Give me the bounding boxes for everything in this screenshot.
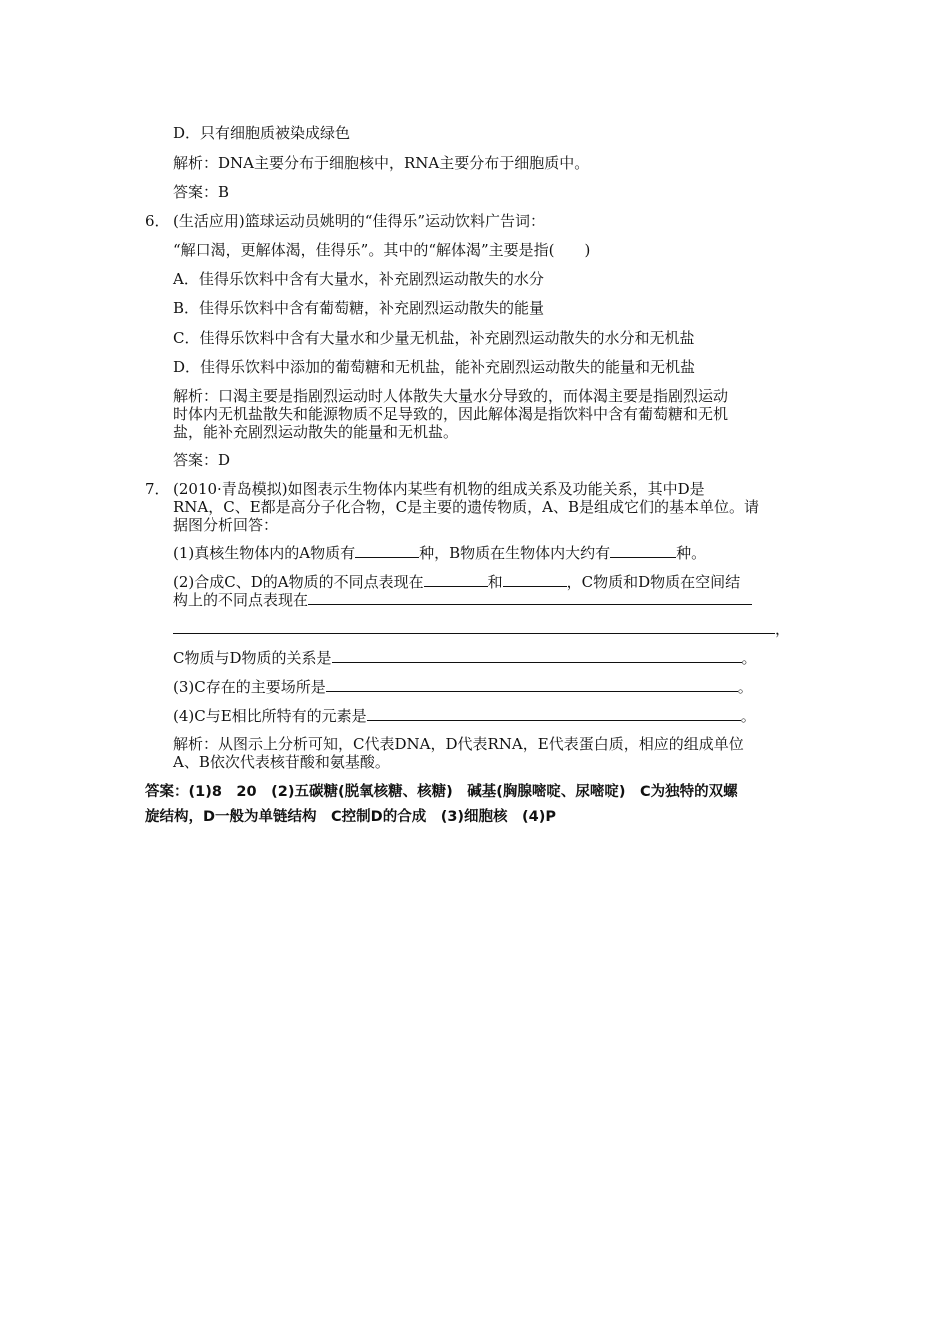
- sub2-line2-text: 构上的不同点表现在: [173, 591, 309, 609]
- q7-sub1: [173, 543, 706, 562]
- q7-sub2: [173, 572, 740, 591]
- q7-stem-line3: 据图分析回答：: [173, 516, 279, 534]
- q6-option-c: C．佳得乐饮料中含有大量水和少量无机盐，补充剧烈运动散失的水分和无机盐: [173, 329, 695, 347]
- q7-answer-line2: 旋结构，D一般为单链结构 C控制D的合成 (3)细胞核 (4)P: [145, 809, 557, 825]
- q6-option-d: D．佳得乐饮料中添加的葡萄糖和无机盐，能补充剧烈运动散失的能量和无机盐: [173, 358, 696, 376]
- q6-option-a: A．佳得乐饮料中含有大量水，补充剧烈运动散失的水分: [173, 270, 544, 288]
- sub1-text-3: 种。: [676, 544, 707, 562]
- q6-answer: 答案：D: [173, 451, 231, 469]
- q7-stem-line2: RNA，C、E都是高分子化合物，C是主要的遗传物质，A、B是组成它们的基本单位。请: [173, 498, 760, 516]
- answer-blank: [355, 543, 419, 558]
- q5-answer: 答案：B: [173, 183, 230, 201]
- q7-number: 7．: [145, 480, 170, 498]
- period: 。: [740, 707, 756, 725]
- q7-sub2-line3: [173, 619, 790, 638]
- sub1-text-1: (1)真核生物体内的A物质有: [173, 544, 356, 562]
- q5-option-d: D．只有细胞质被染成绿色: [173, 124, 351, 142]
- sub4-text: (4)C与E相比所特有的元素是: [173, 707, 367, 725]
- q7-sub2-line4: [173, 648, 757, 667]
- q7-sub2-line2: [173, 590, 752, 609]
- sub2-text-2: 和: [487, 573, 503, 591]
- q6-number: 6．: [145, 212, 170, 230]
- sub2-text-1: (2)合成C、D的A物质的不同点表现在: [173, 573, 424, 591]
- q6-analysis-line3: 盐，能补充剧烈运动散失的能量和无机盐。: [173, 423, 459, 441]
- answer-blank: [503, 572, 567, 587]
- sub1-text-2: 种，B物质在生物体内大约有: [419, 544, 611, 562]
- q7-sub4: [173, 706, 756, 725]
- answer-blank: [332, 648, 742, 663]
- sub2-comma: ，: [775, 620, 791, 638]
- q7-analysis-line2: A、B依次代表核苷酸和氨基酸。: [173, 753, 390, 771]
- answer-blank: [326, 677, 738, 692]
- answer-blank: [173, 619, 775, 634]
- q7-stem-line1: (2010·青岛模拟)如图表示生物体内某些有机物的组成关系及功能关系，其中D是: [173, 480, 705, 498]
- q5-analysis: 解析：DNA主要分布于细胞核中，RNA主要分布于细胞质中。: [173, 154, 590, 172]
- q6-analysis-line2: 时体内无机盐散失和能源物质不足导致的，因此解体渴是指饮料中含有葡萄糖和无机: [173, 405, 729, 423]
- q7-answer-line1: 答案：(1)8 20 (2)五碳糖(脱氧核糖、核糖) 碱基(胸腺嘧啶、尿嘧啶) C为独特的双螺: [145, 784, 738, 800]
- q6-option-b: B．佳得乐饮料中含有葡萄糖，补充剧烈运动散失的能量: [173, 299, 545, 317]
- q6-stem-line1: (生活应用)篮球运动员姚明的“佳得乐”运动饮料广告词：: [173, 212, 546, 230]
- period: 。: [737, 678, 753, 696]
- answer-blank: [367, 706, 741, 721]
- q7-analysis-line1: 解析：从图示上分析可知，C代表DNA，D代表RNA，E代表蛋白质，相应的组成单位: [173, 735, 744, 753]
- q6-stem-line2: “解口渴，更解体渴，佳得乐”。其中的“解体渴”主要是指( ): [173, 241, 591, 259]
- sub2-line4-text: C物质与D物质的关系是: [173, 649, 332, 667]
- sub2-text-3: ，C物质和D物质在空间结: [566, 573, 741, 591]
- sub3-text: (3)C存在的主要场所是: [173, 678, 326, 696]
- answer-blank: [424, 572, 488, 587]
- q7-sub3: [173, 677, 753, 696]
- period: 。: [741, 649, 757, 667]
- answer-blank: [610, 543, 676, 558]
- answer-blank: [308, 590, 752, 605]
- q6-analysis-line1: 解析：口渴主要是指剧烈运动时人体散失大量水分导致的，而体渴主要是指剧烈运动: [173, 387, 729, 405]
